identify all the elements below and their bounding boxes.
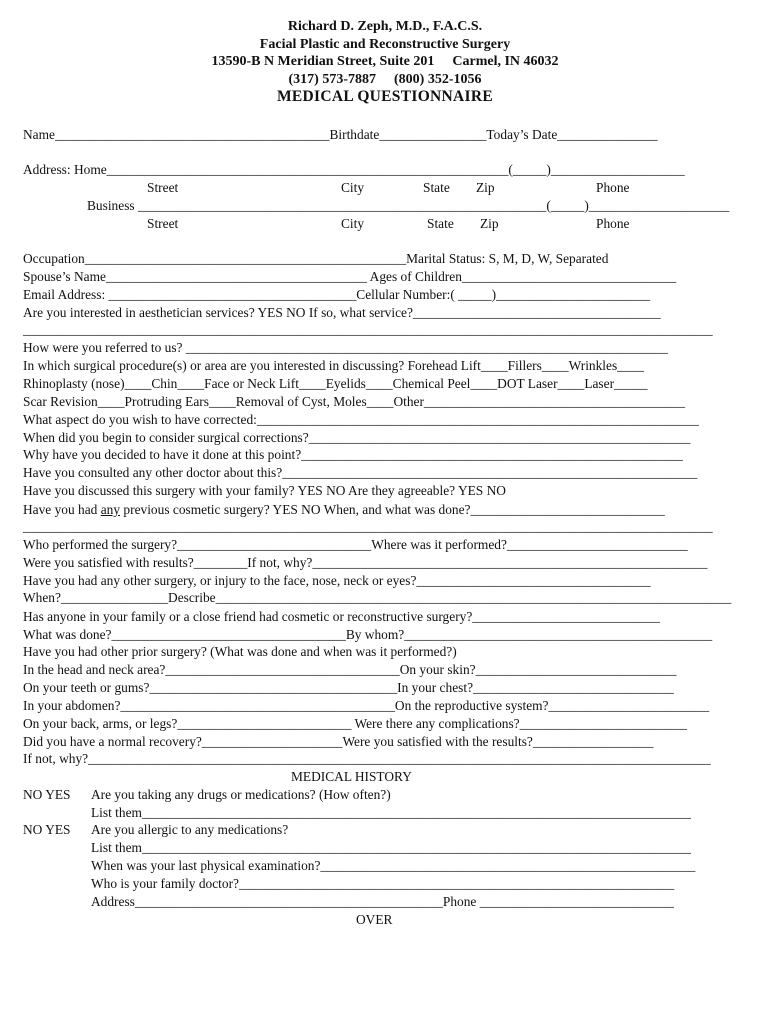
satisfied-line[interactable]: Were you satisfied with results?________If not, why?___________________________________________________________ — [23, 555, 708, 570]
city-state-zip: Carmel, IN 46032 — [452, 54, 559, 69]
consider-line[interactable]: When did you begin to consider surgical corrections?_________________________________________________________ — [23, 430, 691, 445]
over-label: OVER — [356, 912, 393, 927]
form-title: MEDICAL QUESTIONNAIRE — [276, 88, 494, 105]
allergic-question: Are you allergic to any medications? — [91, 822, 289, 837]
doctor-name: Richard D. Zeph, M.D., F.A.C.S. — [287, 19, 483, 34]
street-caption: Street — [147, 180, 179, 195]
blank-line[interactable]: _______________________________________________________________________________________________________ — [23, 519, 713, 534]
procedures-line[interactable]: Rhinoplasty (nose)____Chin____Face or Neck Lift____Eyelids____Chemical Peel____DOT Laser____Laser_____ — [23, 376, 648, 391]
who-performed-line[interactable]: Who performed the surgery?_____________________________Where was it performed?___________________________ — [23, 537, 688, 552]
prior-surgery-line: Have you had other prior surgery? (What was done and when was it performed?) — [23, 644, 457, 659]
specialty: Facial Plastic and Reconstructive Surgery — [259, 36, 511, 52]
why-now-line[interactable]: Why have you decided to have it done at this point?_________________________________________________________ — [23, 447, 683, 462]
prev-text: previous cosmetic surgery? YES NO When, and what was done?_____________________________ — [120, 502, 665, 517]
family-doctor-line[interactable]: Who is your family doctor?_________________________________________________________________ — [91, 876, 675, 891]
zip-caption: Zip — [480, 216, 499, 231]
street-caption: Street — [147, 216, 179, 231]
last-exam-line[interactable]: When was your last physical examination?________________________________________________________ — [91, 858, 696, 873]
recovery-line[interactable]: Did you have a normal recovery?_____________________Were you satisfied with the results?__________________ — [23, 734, 654, 749]
phone-caption: Phone — [596, 216, 630, 231]
medical-history-heading: MEDICAL HISTORY — [291, 769, 412, 784]
back-line[interactable]: On your back, arms, or legs?__________________________ Were there any complications?_________________________ — [23, 716, 687, 731]
city-caption: City — [341, 180, 365, 195]
referred-line[interactable]: How were you referred to us? ________________________________________________________________________ — [23, 340, 668, 355]
name-birthdate-line[interactable]: Name_________________________________________Birthdate________________Today’s Date_______________ — [23, 127, 658, 142]
doctor-address-line[interactable]: Address______________________________________________Phone _____________________________ — [91, 894, 674, 909]
address-line — [0, 53, 770, 71]
consulted-line[interactable]: Have you consulted any other doctor about this?______________________________________________________________ — [23, 465, 698, 480]
no-yes-options[interactable]: NO YES — [23, 822, 71, 837]
business-address-line[interactable]: Business _____________________________________________________________(_____)_____________________ — [87, 198, 730, 213]
state-caption: State — [427, 216, 454, 231]
email-line[interactable]: Email Address: _____________________________________Cellular Number:( _____)_______________________ — [23, 287, 651, 302]
discussed-line[interactable]: Have you discussed this surgery with your family? YES NO Are they agreeable? YES NO — [23, 483, 506, 498]
no-yes-options[interactable]: NO YES — [23, 787, 71, 802]
home-address-line[interactable]: Address: Home____________________________________________________________(_____)____________________ — [23, 162, 685, 177]
when-describe-line[interactable]: When?________________Describe_____________________________________________________________________________ — [23, 590, 732, 605]
street-address: 13590-B N Meridian Street, Suite 201 — [211, 54, 435, 69]
list-them-line[interactable]: List them__________________________________________________________________________________ — [91, 840, 691, 855]
prev-text: Have you had — [23, 502, 101, 517]
phone-tollfree: (800) 352-1056 — [394, 71, 482, 87]
what-done-line[interactable]: What was done?___________________________________By whom?______________________________________________ — [23, 627, 713, 642]
procedures-line[interactable]: Scar Revision____Protruding Ears____Removal of Cyst, Moles____Other_______________________________________ — [23, 394, 686, 409]
zip-caption: Zip — [476, 180, 495, 195]
list-them-line[interactable]: List them__________________________________________________________________________________ — [91, 805, 691, 820]
other-surgery-line[interactable]: Have you had any other surgery, or injury to the face, nose, neck or eyes?___________________________________ — [23, 573, 651, 588]
head-neck-line[interactable]: In the head and neck area?___________________________________On your skin?______________________________ — [23, 662, 677, 677]
phone-caption: Phone — [596, 180, 630, 195]
any-underlined: any — [100, 502, 121, 517]
family-cosmetic-line[interactable]: Has anyone in your family or a close friend had cosmetic or reconstructive surgery?____________________________ — [23, 609, 660, 624]
drugs-question: Are you taking any drugs or medications? (How often?) — [91, 787, 391, 802]
abdomen-line[interactable]: In your abdomen?_________________________________________On the reproductive system?________________________ — [23, 698, 710, 713]
city-caption: City — [341, 216, 365, 231]
procedures-line[interactable]: In which surgical procedure(s) or area are you interested in discussing? Forehead Lift____Fillers____Wrinkles____ — [23, 358, 644, 373]
if-not-why-line[interactable]: If not, why?_____________________________________________________________________________________________ — [23, 751, 711, 766]
aspect-line[interactable]: What aspect do you wish to have corrected:__________________________________________________________________ — [23, 412, 699, 427]
state-caption: State — [423, 180, 450, 195]
phone-local: (317) 573-7887 — [288, 71, 376, 87]
aesthetician-line[interactable]: Are you interested in aesthetician services? YES NO If so, what service?_____________________________________ — [23, 305, 661, 320]
previous-surgery-line[interactable] — [23, 502, 665, 518]
spouse-line[interactable]: Spouse’s Name_______________________________________ Ages of Children________________________________ — [23, 269, 677, 284]
blank-line[interactable]: _______________________________________________________________________________________________________ — [23, 322, 713, 337]
occupation-line[interactable]: Occupation________________________________________________Marital Status: S, M, D, W, Separated — [23, 251, 609, 266]
phone-line — [0, 71, 770, 89]
teeth-line[interactable]: On your teeth or gums?_____________________________________In your chest?______________________________ — [23, 680, 674, 695]
